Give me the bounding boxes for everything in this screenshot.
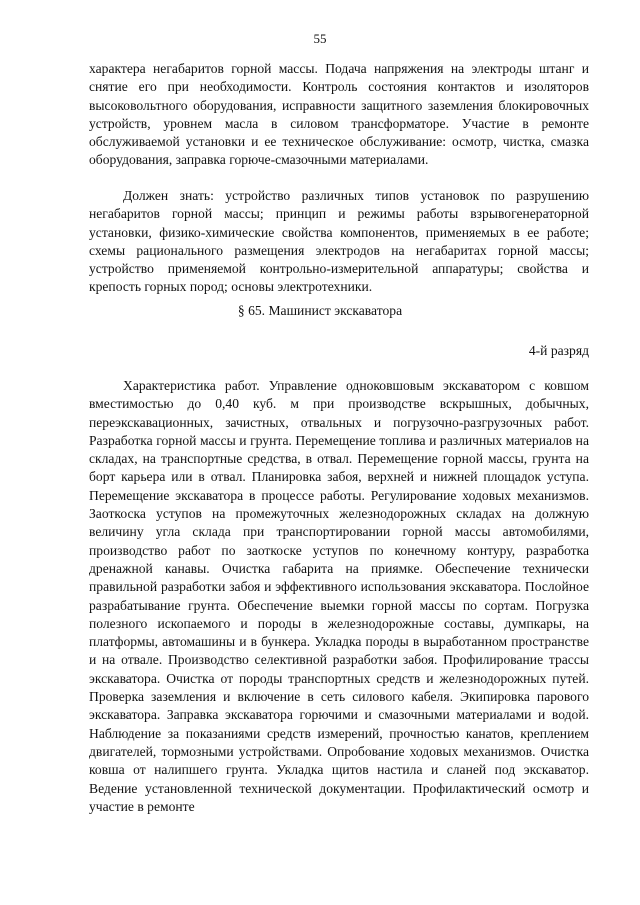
paragraph-work-characteristics: Характеристика работ. Управление одноковшовым экскаватором с ковшом вместимостью до 0,40 куб. м при производстве вскрышных, добычных, переэкскавационных, зачистных, отвальных и погрузочно-разгрузочных работ. Разработка горной массы и грунта. Перемещение топлива и различных материалов на складах, на транспортные средства, в отвал. Перемещение горной массы, грунта на борт карьера или в отвал. Планировка забоя, верхней и нижней площадок уступа. Перемещение экскаватора в процессе работы. Регулирование ходовых механизмов. Заоткоска уступов на промежуточных железнодорожных складах на должную величину угла склада при транспортировании горной массы автомобилями, производство работ по заоткоске уступов по конечному контуру, разработка дренажной канавы. Очистка габарита на приямке. Обеспечение технически правильной разработки забоя и эффективного использования экскаватора. Послойное разрабатывание грунта. Обеспечение выемки горной массы по сортам. Погрузка полезного ископаемого и породы в железнодорожные составы, думпкары, на платформы, автомашины и в бункера. Укладка породы в выработанном пространстве и на отвале. Производство селективной разработки забоя. Профилирование трассы экскаватора. Очистка от породы транспортных средств и железнодорожных путей. Проверка заземления и включение в сеть силового кабеля. Экипировка парового экскаватора. Заправка экскаватора горючими и смазочными материалами и водой. Наблюдение за показаниями средств измерений, прочностью канатов, креплением двигателей, тормозными устройствами. Опробование ходовых механизмов. Очистка ковша от налипшего грунта. Укладка щитов настила и сланей под экскаватор. Ведение установленной технической документации. Профилактический осмотр и участие в ремонте — [89, 378, 589, 814]
paragraph-continuation: характера негабаритов горной массы. Подача напряжения на электроды штанг и снятие его при необходимости. Контроль состояния контактов и изоляторов высоковольтного оборудования, исправности защитного заземления блокировочных устройств, уровнем масла в силовом трансформаторе. Участие в ремонте обслуживаемой установки и ее техническое обслуживание: осмотр, чистка, смазка оборудования, заправка горюче-смазочными материалами. — [89, 61, 589, 168]
section-title: § 65. Машинист экскаватора — [237, 303, 403, 318]
grade-label: 4-й разряд — [528, 343, 589, 358]
page-number: 55 — [313, 31, 327, 46]
paragraph-must-know: Должен знать: устройство различных типов установок по разрушению негабаритов горной массы; принцип и режимы работы взрывогенераторной установки, физико-химические свойства компонентов, применяемых в ее работе; схемы рационального размещения электродов на негабаритах горной массы; устройство применяемой контрольно-измерительной аппаратуры; свойства и крепость горных пород; основы электротехники. — [89, 188, 589, 295]
